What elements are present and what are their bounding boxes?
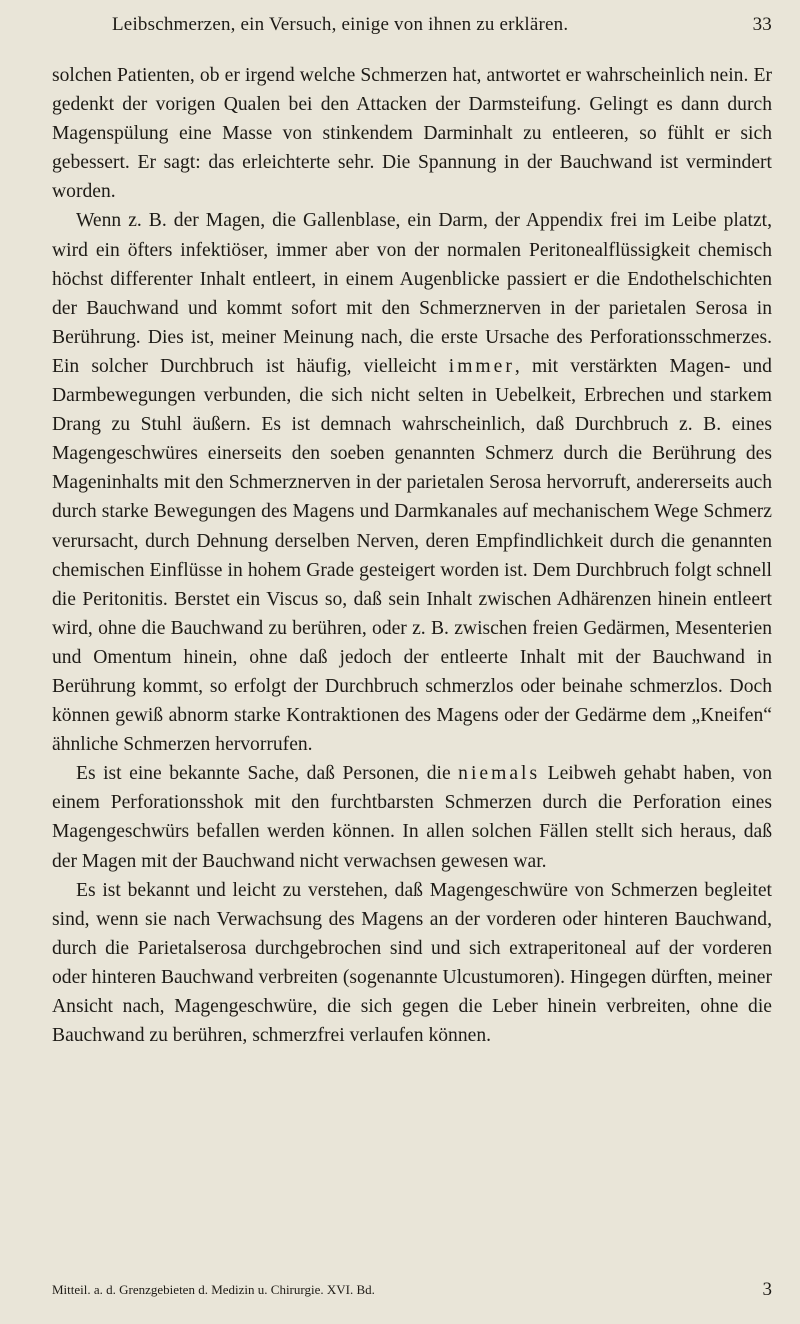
paragraph-2: [52, 206, 772, 759]
emphasis-spaced-immer: immer: [448, 355, 515, 377]
footer-citation: Mitteil. a. d. Grenzgebieten d. Medizin u. Chirurgie. XVI. Bd.: [52, 1282, 375, 1297]
body-text: [52, 61, 772, 1050]
page-footer: [52, 1279, 772, 1300]
emphasis-spaced-niemals: niemals: [458, 763, 541, 785]
signature-mark: 3: [762, 1279, 772, 1300]
running-title: Leibschmerzen, ein Versuch, einige von ihnen zu erklären.: [112, 14, 569, 35]
paragraph-3-text-a: Es ist eine bekannte Sache, daß Personen, die: [76, 763, 459, 785]
page-number: 33: [752, 14, 772, 35]
paragraph-4: Es ist bekannt und leicht zu verstehen, daß Magengeschwüre von Schmerzen begleitet sind, wenn sie nach Verwachsung des Magens an der vorderen oder hinteren Bauchwand, durch die Parietalserosa durchgebrochen sind und sich extraperitoneal auf der vorderen oder hinteren Bauchwand verbreiten (sogenannte Ulcustumoren). Hingegen dürften, meiner Ansicht nach, Magengeschwüre, die sich gegen die Leber hinein verbreiten, ohne die Bauchwand zu berühren, schmerzfrei verlaufen können.: [52, 879, 772, 1047]
paragraph-2-text-a: Wenn z. B. der Magen, die Gallenblase, ein Darm, der Appendix frei im Leibe platzt, wird ein öfters infektiöser, immer aber von der normalen Peritonealflüssigkeit chemisch höchst differenter Inhalt entleert, in einem Augenblicke passiert er die Endothelschichten der Bauchwand und kommt sofort mit den Schmerznerven in der parietalen Serosa in Berührung. Dies ist, meiner Meinung nach, die erste Ursache des Perforationsschmerzes. Ein solcher Durchbruch ist häufig, vielleicht: [52, 210, 772, 377]
paragraph-2-text-b: , mit verstärkten Magen- und Darmbewegungen verbunden, die sich nicht selten in Uebelkeit, Erbrechen und starkem Drang zu Stuhl äußern. Es ist demnach wahrscheinlich, daß Durchbruch z. B. eines Magengeschwüres einerseits den soeben genannten Schmerz durch die Berührung des Mageninhalts mit den Schmerznerven in der parietalen Serosa hervorruft, andererseits auch durch starke Bewegungen des Magens und Darmkanales auf mechanischem Wege Schmerz verursacht, durch Dehnung derselben Nerven, deren Empfindlichkeit durch die genannten chemischen Einflüsse in hohem Grade gesteigert worden ist. Dem Durchbruch folgt schnell die Peritonitis. Berstet ein Viscus so, daß sein Inhalt zwischen Adhärenzen hinein entleert wird, ohne die Bauchwand zu berühren, oder z. B. zwischen freien Gedärmen, Mesenterien und Omentum hinein, ohne daß jedoch der entleerte Inhalt mit der Bauchwand in Berührung kommt, so erfolgt der Durchbruch schmerzlos oder beinahe schmerzlos. Doch können gewiß abnorm starke Kontraktionen des Magens oder der Gedärme dem „Kneifen“ ähnliche Schmerzen hervorrufen.: [52, 355, 772, 756]
paragraph-3-text-b: Leibweh gehabt haben, von einem Perforationsshok mit den furchtbarsten Schmerzen durch die Perforation eines Magengeschwürs befallen werden können. In allen solchen Fällen stellt sich heraus, daß der Magen mit der Bauchwand nicht verwachsen gewesen war.: [52, 763, 772, 872]
paragraph-3: [52, 759, 772, 875]
paragraph-1: solchen Patienten, ob er irgend welche Schmerzen hat, antwortet er wahrscheinlich nein. Er gedenkt der vorigen Qualen bei den Attacken der Darmsteifung. Gelingt es dann durch Magenspülung eine Masse von stinkendem Darminhalt zu entleeren, so fühlt er sich gebessert. Er sagt: das erleichterte sehr. Die Spannung in der Bauchwand ist vermindert worden.: [52, 65, 772, 203]
